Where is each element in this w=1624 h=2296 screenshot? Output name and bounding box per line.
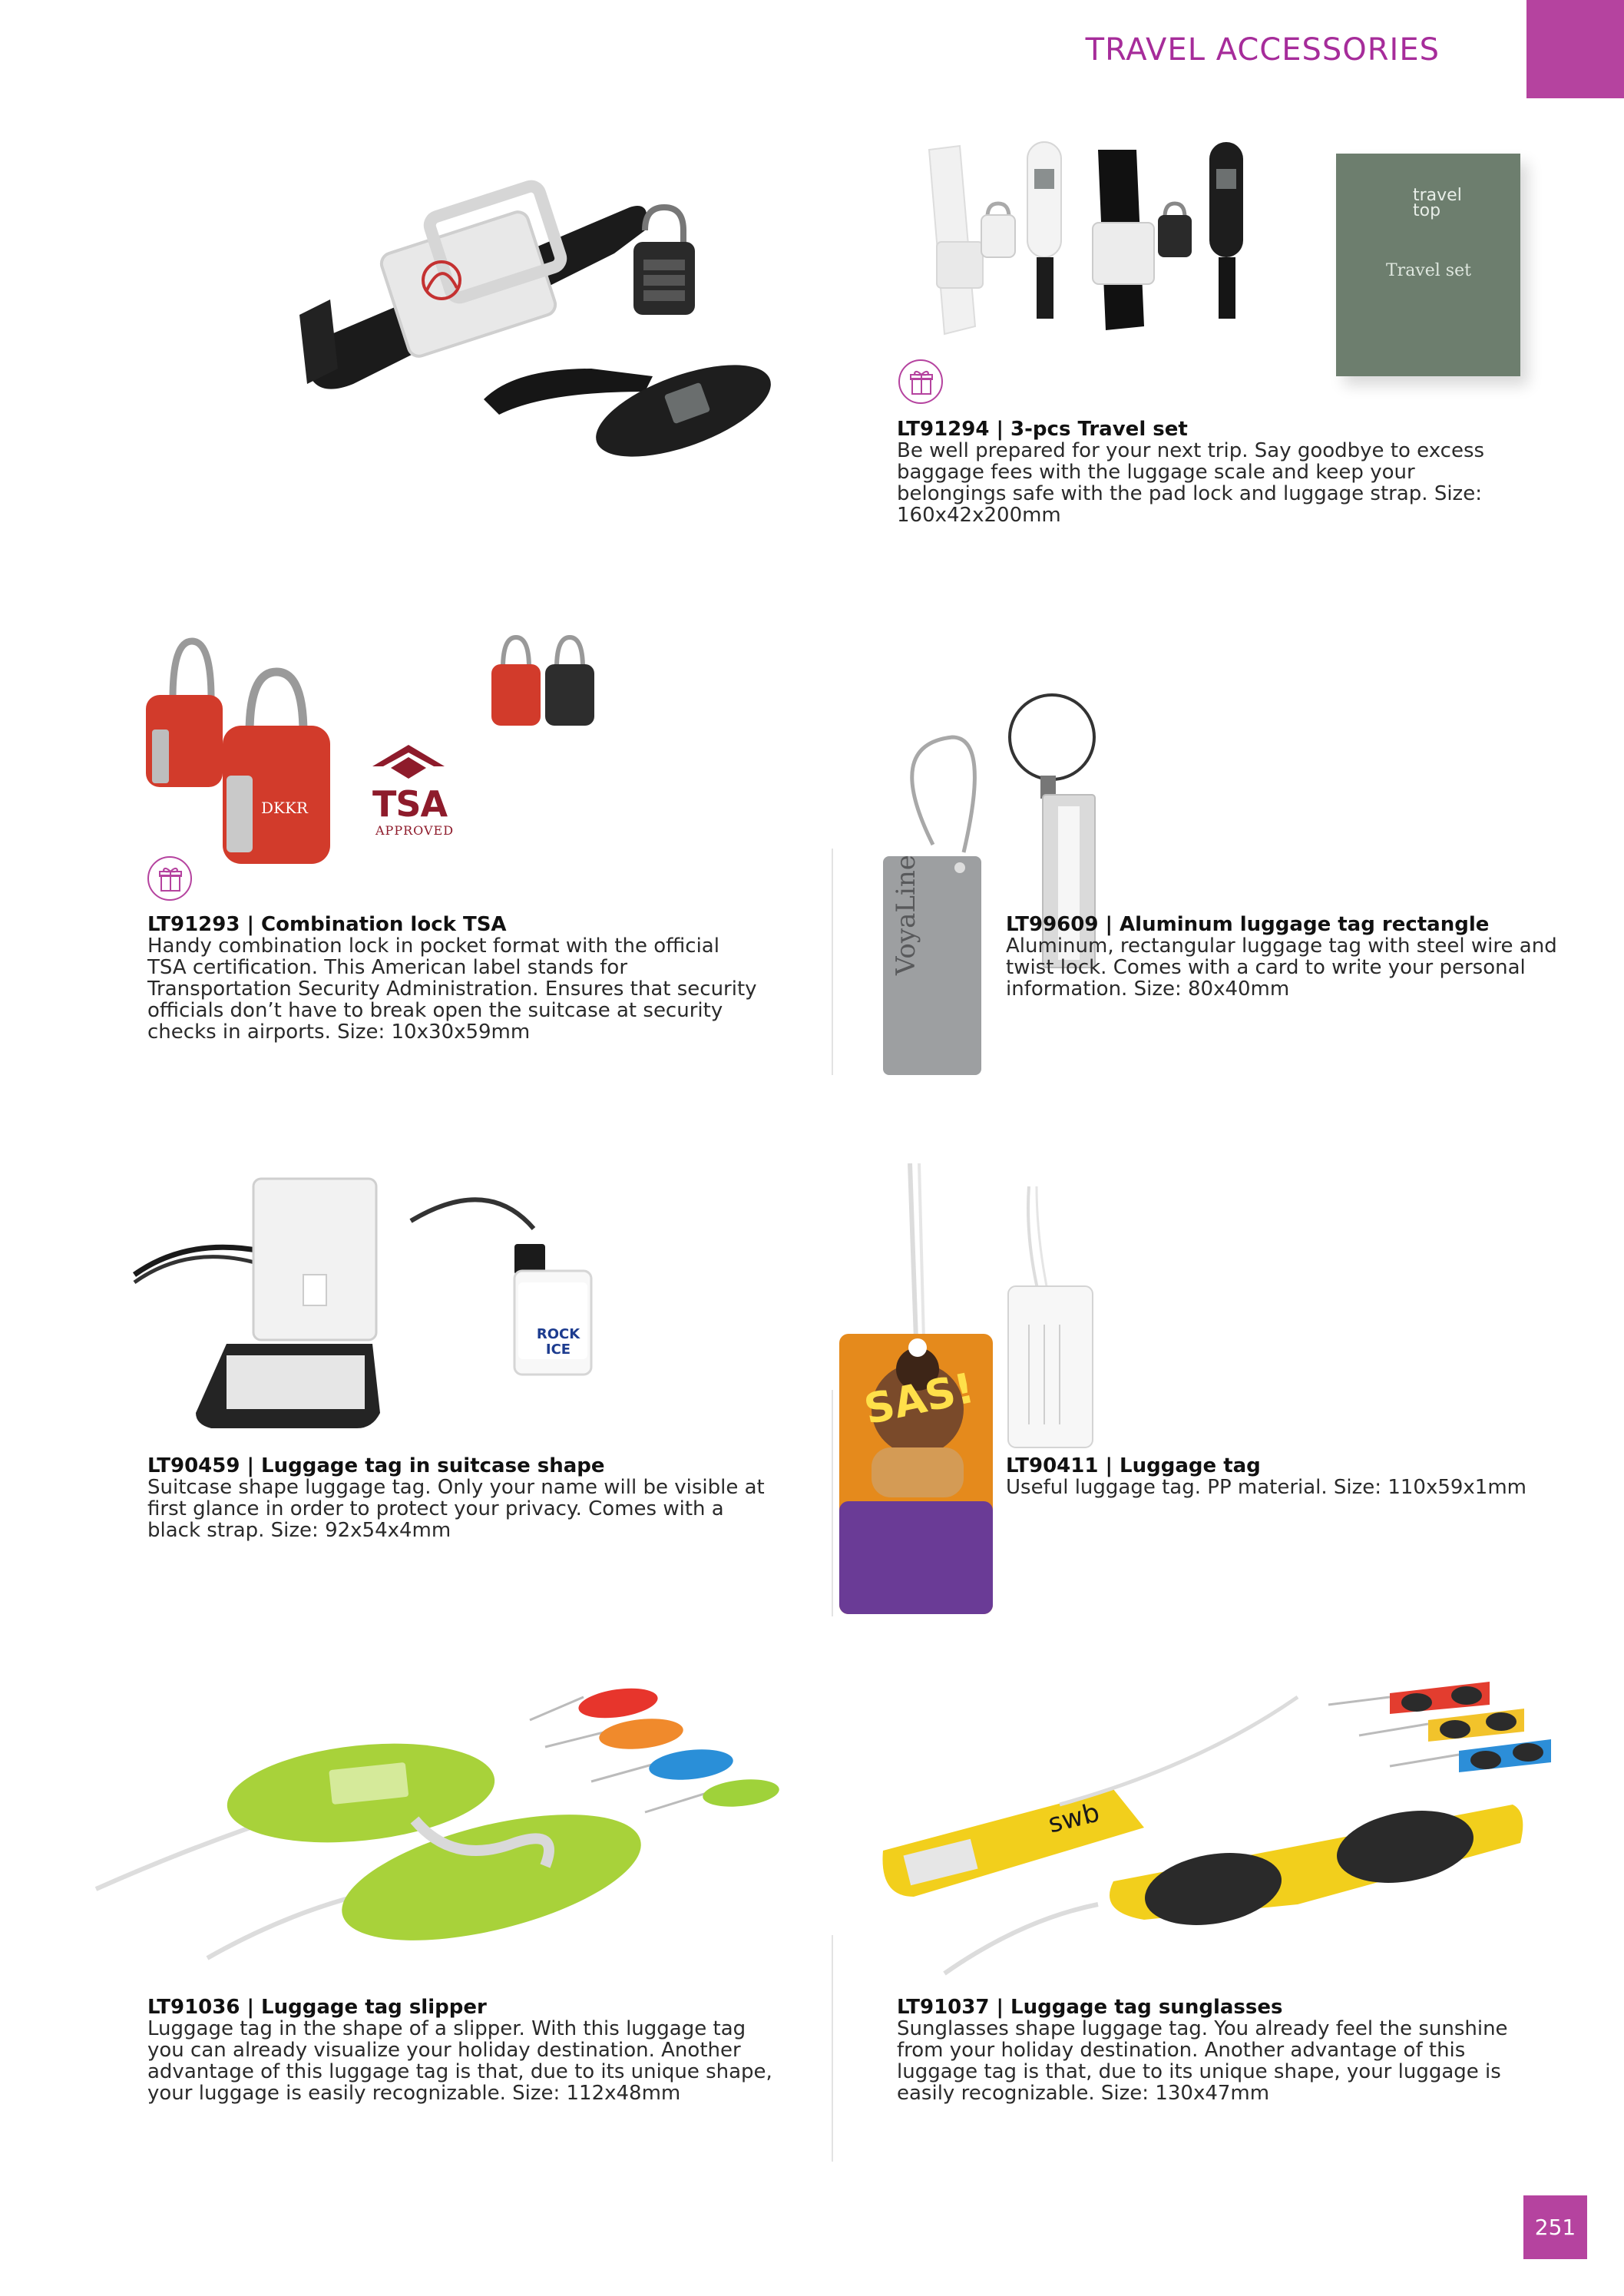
box-brand: travel top xyxy=(1413,186,1462,220)
product-description: Handy combination lock in pocket format with the official TSA certification. This American label stands for Transportation Security Administration. Ensures that security officials don’t have to break open the suitcase at security checks in airports. Size: 10x30x59mm xyxy=(147,935,757,1044)
slipper-tag-image xyxy=(84,1666,822,1973)
product-title: LT91294 | 3-pcs Travel set xyxy=(897,418,1188,441)
product-lt91036 xyxy=(147,1997,777,2104)
tsa-approved-icon xyxy=(372,745,445,783)
gift-icon xyxy=(147,856,192,901)
product-title: LT99609 | Aluminum luggage tag rectangle xyxy=(1006,913,1490,936)
product-title: LT91293 | Combination lock TSA xyxy=(147,913,507,936)
column-divider xyxy=(832,849,833,1075)
product-lt91294 xyxy=(897,419,1511,526)
product-title: LT91036 | Luggage tag slipper xyxy=(147,1996,487,2019)
product-lt99609 xyxy=(1006,914,1559,1000)
product-lt91037 xyxy=(897,1997,1526,2104)
section-title: TRAVEL ACCESSORIES xyxy=(1085,32,1440,68)
product-description: Aluminum, rectangular luggage tag with steel wire and twist lock. Comes with a card to write your personal information. Size: 80x40mm xyxy=(1006,935,1557,1001)
product-description: Luggage tag in the shape of a slipper. With this luggage tag you can already visualize your holiday destination. Another advantage of this luggage tag is that, due to its unique shape, your luggage is easily recognizable. Size: 112x48mm xyxy=(147,2017,772,2105)
sunglasses-tag-image xyxy=(868,1674,1559,1981)
product-lt90411 xyxy=(1006,1455,1559,1498)
product-lt90459 xyxy=(147,1455,777,1541)
lock-logo: DKKR xyxy=(261,799,308,817)
section-tab xyxy=(1526,0,1624,98)
tsa-approved-label: APPROVED xyxy=(375,823,455,838)
product-description: Be well prepared for your next trip. Say goodbye to excess baggage fees with the luggage scale and keep your belongings safe with the pad lock and luggage strap. Size: 160x42x200mm xyxy=(897,439,1485,527)
product-description: Useful luggage tag. PP material. Size: 110x59x1mm xyxy=(1006,1476,1527,1499)
gift-icon xyxy=(898,359,943,404)
swb-logo: swb xyxy=(1045,1797,1103,1840)
product-description: Suitcase shape luggage tag. Only your name will be visible at first glance in order to protect your privacy. Comes with a black strap. Size: 92x54x4mm xyxy=(147,1476,765,1542)
page-number: 251 xyxy=(1523,2195,1587,2259)
sas-logo: SAS! xyxy=(860,1363,979,1434)
travel-set-box xyxy=(1336,154,1520,376)
product-title: LT90411 | Luggage tag xyxy=(1006,1454,1261,1477)
box-title: Travel set xyxy=(1386,261,1471,280)
suitcase-tag-image xyxy=(127,1167,618,1444)
voyaline-logo: VoyaLine xyxy=(891,855,921,975)
tsa-mark: TSA xyxy=(372,783,448,825)
travel-strap-set-image xyxy=(284,115,860,499)
travel-set-items-image xyxy=(914,134,1282,342)
product-title: LT90459 | Luggage tag in suitcase shape xyxy=(147,1454,605,1477)
column-divider xyxy=(832,1935,833,2162)
product-description: Sunglasses shape luggage tag. You already feel the sunshine from your holiday destination. Another advantage of this luggage tag is that, due to its unique shape, your luggage is easily recognizable. Size: 130x47mm xyxy=(897,2017,1508,2105)
product-lt91293 xyxy=(147,914,762,1043)
product-title: LT91037 | Luggage tag sunglasses xyxy=(897,1996,1283,2019)
rock-ice-logo: ROCK ICE xyxy=(536,1326,580,1358)
